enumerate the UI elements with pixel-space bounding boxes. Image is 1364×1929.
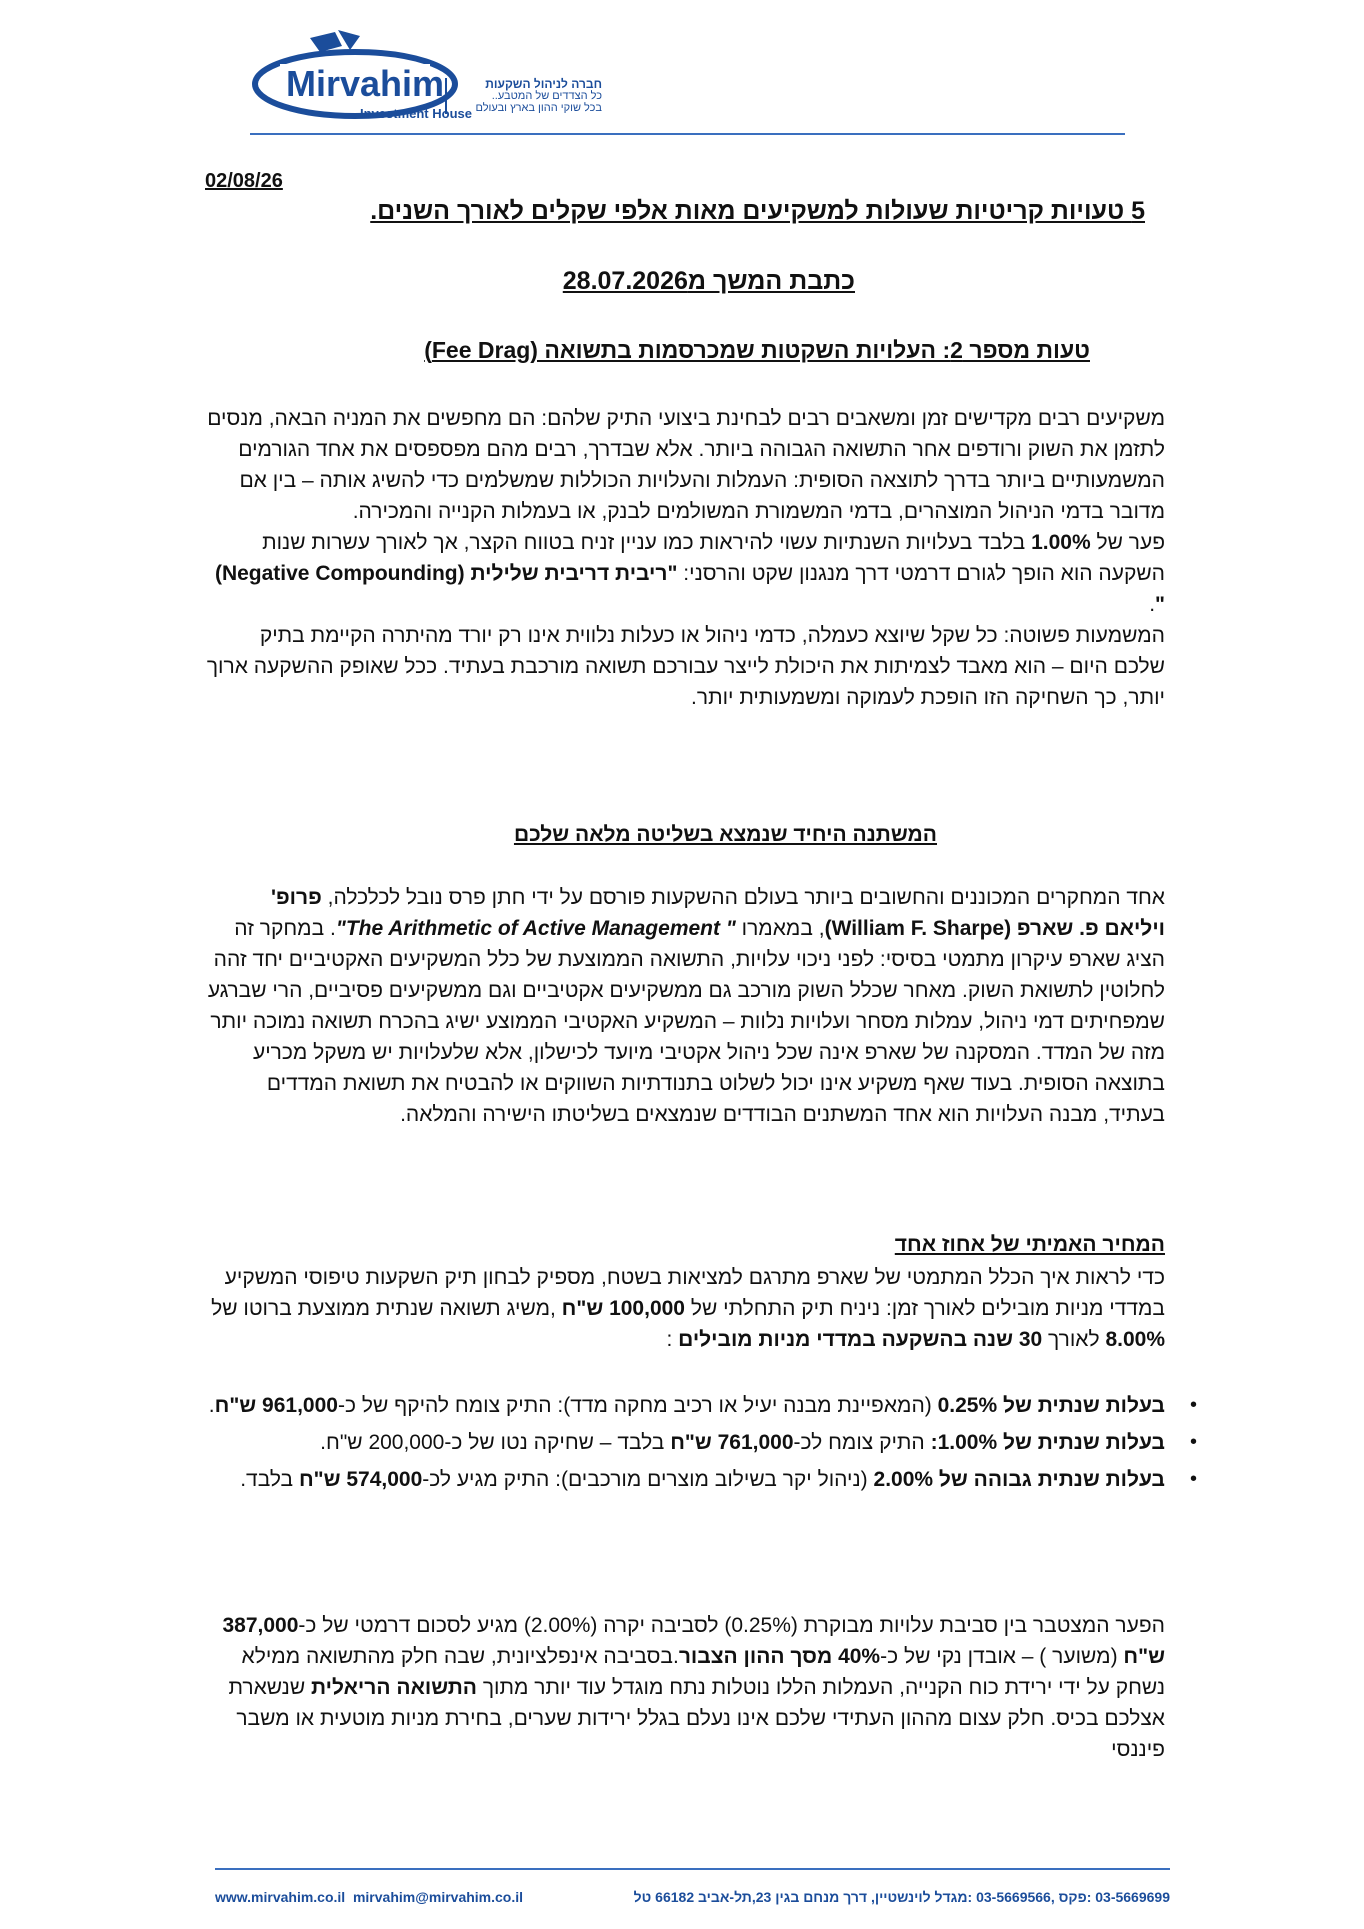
scenario-end: בלבד. bbox=[240, 1468, 299, 1491]
sharpe-article-title: " The Arithmetic of Active Management" bbox=[335, 917, 736, 940]
svg-text:Investment House: Investment House bbox=[360, 106, 472, 121]
svg-text:Mirvahim: Mirvahim bbox=[286, 63, 445, 104]
footer-contact: 03-5669699 :פקס ,03-5669566 :מגדל לוינשטיין, דרך מנחם בגין 23,תל-אביב 66182 טל bbox=[633, 1889, 1170, 1905]
gap-amount: 387,000 ש"ח bbox=[222, 1614, 1165, 1668]
scenario-text: (המאפיינת מבנה יעיל או רכיב מחקה מדד): התיק צומח להיקף של כ- bbox=[337, 1394, 938, 1417]
document-subtitle: כתבת המשך מ28.07.2026 bbox=[562, 267, 855, 295]
negative-compounding-term: "ריבית דריבית שלילית (Negative Compounding) " bbox=[214, 562, 1165, 616]
gap-closing: שנשארת אצלכם בכיס. חלק עצום מההון העתידי שלכם אינו נעלם בגלל ירידות שערים, בחירת מניות מוטעית או משבר פיננסי bbox=[228, 1676, 1165, 1761]
logo-heb-line-3: בכל שוקי ההון בארץ ובעולם bbox=[475, 102, 602, 114]
intro-gap-value: 1.00% bbox=[1031, 531, 1091, 554]
logo-heb-line-2: כל הצדדים של המטבע.. bbox=[491, 90, 602, 102]
gap-cont: (משוער ) – אובדן נקי של כ- bbox=[880, 1645, 1124, 1668]
document-title: 5 טעויות קריטיות שעולות למשקיעים מאות אלפי שקלים לאורך השנים. bbox=[370, 197, 1145, 225]
bullet-icon: • bbox=[1189, 1394, 1197, 1416]
example-horizon: 30 שנה בהשקעה במדדי מניות מובילים bbox=[678, 1328, 1043, 1351]
paragraph-example bbox=[205, 1262, 1165, 1355]
section-title-error-2: טעות מספר 2: העלויות השקטות שמכרסמות בתשואה (Fee Drag) bbox=[424, 337, 1090, 363]
section-heading-true-cost: המחיר האמיתי של אחוז אחד bbox=[894, 1233, 1165, 1256]
mirvahim-logo-mark bbox=[250, 28, 472, 123]
gap-intro: הפער המצטבר בין סביבת עלויות מבוקרת (0.25%) לסביבה יקרה (2.00%) מגיע לסכום דרמטי של כ- bbox=[298, 1614, 1165, 1637]
gap-inflation: .בסביבה אינפלציונית, שבה חלק מהתשואה ממילא נשחק על ידי ירידת כוח הקנייה, העמלות הללו נוטלות נתח מוגדל עוד יותר מתוך bbox=[241, 1645, 1165, 1699]
example-horizon-lead: לאורך bbox=[1042, 1328, 1106, 1351]
bullet-icon: • bbox=[1189, 1468, 1197, 1490]
scenario-head: בעלות שנתית של 0.25% bbox=[937, 1394, 1165, 1417]
paragraph-sharpe bbox=[205, 882, 1165, 1130]
example-intro: כדי לראות איך הכלל המתמטי של שארפ מתרגם למציאות בשטח, מספיק לבחון תיק השקעות טיפוסי המשקיע במדדי מניות מובילים לאורך זמן: ניניח תיק התחלתי של bbox=[224, 1266, 1165, 1320]
sharpe-body: . במחקר זה הציג שארפ עיקרון מתמטי בסיסי: לפני ניכוי עלויות, התשואה הממוצעת של כלל המשקיעים האקטיביים יחד זהה לחלוטין לתשואת השוק. מאחר שכלל השוק מורכב גם ממשקיעים אקטיביים וגם ממשקיעים פסיביים, הרי שברגע שמפחיתים דמי ניהול, עמלות מסחר ועלויות נלוות – המשקיע האקטיבי הממוצע ישיג בהכרח תשואה נמוכה יותר מזה של המדד. המסקנה של שארפ אינה שכל ניהול אקטיבי מיועד לכישלון, אלא שלעלויות יש משקל מכריע בתוצאה הסופית. בעוד שאף משקיע אינו יכול לשלוט בתנודתיות השווקים או להבטיח את תשואת המדדים בעתיד, מבנה העלויות הוא אחד המשתנים הבודדים שנמצאים בשליטתו הישירה והמלאה. bbox=[207, 917, 1165, 1126]
section-heading-control: המשתנה היחיד שנמצא בשליטה מלאה שלכם bbox=[513, 823, 937, 846]
scenario-amount: 961,000 ש"ח bbox=[214, 1394, 338, 1417]
footer-divider bbox=[215, 1868, 1170, 1870]
real-return-term: התשואה הריאלית bbox=[311, 1676, 477, 1699]
sharpe-intro: אחד המחקרים המכוננים והחשובים ביותר בעולם ההשקעות פורסם על ידי חתן פרס נובל לכלכלה, bbox=[321, 886, 1165, 909]
intro-text: משקיעים רבים מקדישים זמן ומשאבים רבים לבחינת ביצועי התיק שלהם: הם מחפשים את המניה הבאה, מנסים לתזמן את השוק ורודפים אחר התשואה הגבוהה ביותר. אלא שבדרך, רבים מהם מפספסים את אחד הגורמים המשמעותיים ביותר בדרך לתוצאה הסופית: העמלות והעלויות הכוללות שמשלמים כדי להשיג אותה – בין אם מדובר בדמי הניהול המוצהרים, בדמי המשמורת המשולמים לבנק, או בעמלות הקנייה והמכירה. bbox=[207, 407, 1165, 523]
scenario-text: (ניהול יקר בשילוב מוצרים מורכבים): התיק מגיע לכ- bbox=[422, 1468, 874, 1491]
example-colon: : bbox=[666, 1328, 679, 1351]
scenario-end: . bbox=[208, 1394, 215, 1417]
logo-hebrew-tagline bbox=[445, 78, 602, 114]
footer bbox=[215, 1889, 1170, 1905]
scenario-amount: 761,000 ש"ח bbox=[670, 1431, 794, 1454]
fee-scenarios-list bbox=[205, 1390, 1197, 1501]
logo-heb-line-1: חברה לניהול השקעות bbox=[485, 77, 602, 91]
email-link[interactable]: mirvahim@mirvahim.co.il bbox=[352, 1889, 524, 1905]
example-return-lead: ,משיג תשואה שנתית ממוצעת ברוטו של bbox=[211, 1297, 562, 1320]
scenario-head: בעלות שנתית של 1.00%: bbox=[930, 1431, 1165, 1454]
scenario-text: התיק צומח לכ- bbox=[793, 1431, 931, 1454]
company-logo bbox=[250, 28, 600, 123]
list-item bbox=[205, 1390, 1197, 1421]
intro-gap-text: פער של bbox=[1090, 531, 1165, 554]
gap-percent: 40% מסך ההון הצבור bbox=[678, 1645, 881, 1668]
website-text: www.mirvahim.co.il bbox=[215, 1889, 346, 1905]
sharpe-article-lead: , במאמרו bbox=[735, 917, 825, 940]
list-item bbox=[205, 1427, 1197, 1458]
scenario-head: בעלות שנתית גבוהה של 2.00% bbox=[873, 1468, 1165, 1491]
paragraph-gap bbox=[205, 1610, 1165, 1765]
list-item bbox=[205, 1464, 1197, 1495]
example-return-rate: 8.00% bbox=[1105, 1328, 1165, 1351]
header-divider bbox=[250, 133, 1125, 135]
example-initial-amount: 100,000 ש"ח bbox=[561, 1297, 685, 1320]
footer-website-link[interactable] bbox=[215, 1889, 523, 1905]
document-date: 02/08/26 bbox=[205, 170, 283, 192]
scenario-end: בלבד – שחיקה נטו של כ-200,000 ש"ח. bbox=[320, 1431, 671, 1454]
intro-period: . bbox=[1149, 593, 1156, 616]
bullet-icon: • bbox=[1189, 1431, 1197, 1453]
scenario-amount: 574,000 ש"ח bbox=[298, 1468, 423, 1491]
sharpe-name: פרופ' ויליאם פ. שארפ (William F. Sharpe) bbox=[271, 886, 1165, 940]
intro-gap-cont: בלבד בעלויות השנתיות עשוי להיראות כמו עניין זניח בטווח הקצר, אך לאורך עשרות שנות השקעה הוא הופך לגורם דרמטי דרך מנגנון שקט והרסני: bbox=[262, 531, 1165, 585]
paragraph-intro bbox=[205, 403, 1165, 713]
intro-meaning: המשמעות פשוטה: כל שקל שיוצא כעמלה, כדמי ניהול או כעלות נלווית אינו רק יורד מהיתרה הקיימת בתיק שלכם היום – הוא מאבד לצמיתות את היכולת לייצר עבורכם תשואה מורכבת בעתיד. ככל שאופק ההשקעה ארוך יותר, כך השחיקה הזו הופכת לעמוקה ומשמעותית יותר. bbox=[206, 624, 1165, 709]
